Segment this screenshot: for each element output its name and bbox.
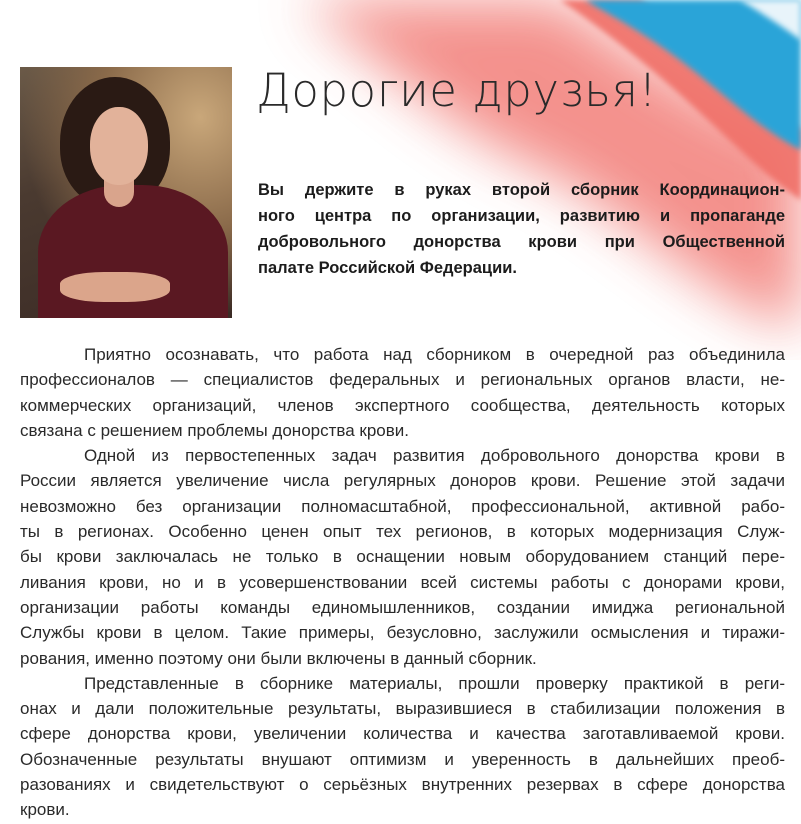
lead-line: Вы держите в руках второй сборник Координацион- <box>258 181 785 199</box>
body-line: ты в регионах. Особенно ценен опыт тех регионов, в которых модернизация Служ- <box>20 522 785 542</box>
body-line: Обозначенные результаты внушают оптимизм и уверенность в дальнейших преоб- <box>20 749 785 769</box>
body-line: организации работы команды единомышленников, создании имиджа региональной <box>20 597 785 617</box>
lead-line: ного центра по организации, развитию и пропаганде <box>258 207 785 225</box>
lead-line: добровольного донорства крови при Общественной <box>258 233 785 251</box>
body-line: бы крови заключалась не только в оснащении новым оборудованием станций пере- <box>20 547 785 567</box>
body-line: рования, именно поэтому они были включены в данный сборник. <box>20 648 537 668</box>
body-line: онах и дали положительные результаты, выразившиеся в стабилизации положения в <box>20 699 785 719</box>
body-line: Представленные в сборнике материалы, прошли проверку практикой в реги- <box>84 673 785 693</box>
lead-line: палате Российской Федерации. <box>258 259 517 277</box>
body-line: России является увеличение числа регулярных доноров крови. Решение этой задачи <box>20 471 785 491</box>
body-line: разованиях и свидетельствуют о серьёзных внутренних резервах в сфере донорства <box>20 775 785 795</box>
page-title: Дорогие друзья! <box>256 64 657 117</box>
body-line: профессионалов — специалистов федеральных и региональных органов власти, не- <box>20 370 785 390</box>
lead-paragraph <box>258 177 785 281</box>
body-line: связана с решением проблемы донорства крови. <box>20 420 409 440</box>
body-text <box>20 342 785 823</box>
body-line: коммерческих организаций, членов экспертного сообщества, деятельность которых <box>20 395 785 415</box>
body-line: невозможно без организации полномасштабной, профессиональной, активной рабо- <box>20 496 785 516</box>
body-line: Службы крови в целом. Такие примеры, безусловно, заслужили осмысления и тиражи- <box>20 623 785 643</box>
body-line: ливания крови, но и в усовершенствовании всей системы работы с донорами крови, <box>20 572 785 592</box>
body-line: Приятно осознавать, что работа над сборником в очередной раз объединила <box>84 345 785 364</box>
body-line: крови. <box>20 800 70 820</box>
body-line: Одной из первостепенных задач развития добровольного донорства крови в <box>84 446 785 466</box>
author-photo <box>20 67 232 318</box>
body-line: сфере донорства крови, увеличении количества и качества заготавливаемой крови. <box>20 724 785 744</box>
